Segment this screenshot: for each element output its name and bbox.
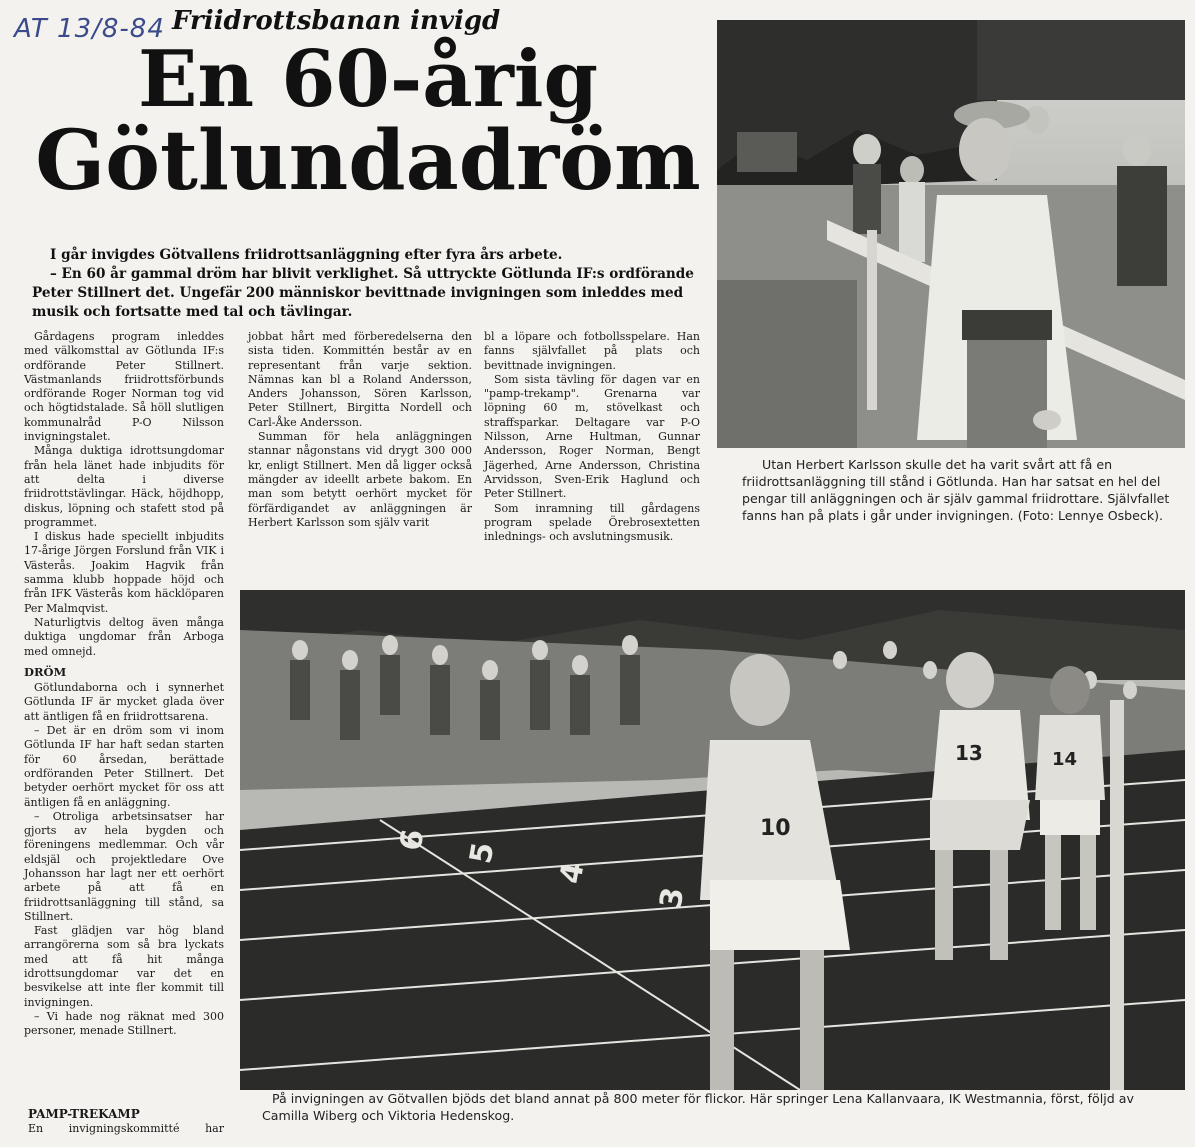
line-word: En <box>28 1122 44 1135</box>
ingress-paragraph: – En 60 år gammal dröm har blivit verklighet. Så uttryckte Götlunda IF:s ordförande Peter Stillnert det. Ungefär 200 människor bevittnade invigningen som inleddes med musik och fortsatte med tal och tävlingar. <box>32 266 694 320</box>
bib-number: 10 <box>760 816 791 841</box>
line-word: har <box>205 1122 224 1135</box>
lane-number: 3 <box>653 884 692 912</box>
article-column-1 <box>24 330 224 1039</box>
body-paragraph: Som sista tävling för dagen var en "pamp-trekamp". Grenarna var löpning 60 m, stövelkast och straffsparkar. Deltagare var P-O Nilsson, Arne Hultman, Gunnar Andersson, Roger Norman, Bengt Jägerhed, Arne Andersson, Christina Arvidsson, Sven-Erik Haglund och Peter Stillnert. <box>484 372 700 501</box>
body-paragraph: Fast glädjen var hög bland arrangörerna som så bra lyckats med att få hit många idrottsungdomar var det en besvikelse att inte fler kommit till invigningen. <box>24 924 224 1009</box>
article-ingress <box>32 246 707 322</box>
bib-number: 14 <box>1052 749 1078 770</box>
subhead-drom: DRÖM <box>24 664 67 679</box>
body-paragraph: Naturligtvis deltog även många duktiga ungdomar från Arboga med omnejd. <box>24 615 224 658</box>
article-column-2 <box>248 330 472 530</box>
body-paragraph: Gårdagens program inleddes med välkomsttal av Götlunda IF:s ordförande Peter Stillnert. Västmanlands friidrottsförbunds ordförande Roger Norman tog vid och högtidstalade. Så höll slutligen kommunalråd P-O Nilsson invigningstalet. <box>24 330 224 444</box>
photo-image <box>240 590 1185 1090</box>
photo-caption-2: På invigningen av Götvallen bjöds det bland annat på 800 meter för flickor. Här springer Lena Kallanvaara, IK Westmannia, först, följd av Camilla Wiberg och Viktoria Hedenskog. <box>262 1091 1134 1123</box>
photo-herbert-karlsson <box>717 20 1185 448</box>
photo-caption-1: Utan Herbert Karlsson skulle det ha varit svårt att få en friidrottsanläggning till stånd i Götlunda. Han har satsat en hel del pengar till anläggningen och är själv gammal friidrottare. Självfallet fanns han på plats i går under invigningen. (Foto: Lennye Osbeck). <box>742 457 1170 523</box>
body-paragraph: jobbat hårt med förberedelserna den sista tiden. Kommittén består av en representant från varje sektion. Nämnas kan bl a Roland Andersson, Anders Johansson, Sören Karlsson, Peter Stillnert, Birgitta Nordell och Carl-Åke Andersson. <box>248 330 472 429</box>
ingress-paragraph: I går invigdes Götvallens friidrottsanläggning efter fyra års arbete. <box>50 247 563 263</box>
article-kicker: Friidrottsbanan invigd <box>172 6 501 36</box>
body-paragraph: Många duktiga idrottsungdomar från hela länet hade inbjudits för att delta i diverse friidrottstävlingar. Häck, höjdhopp, diskus, löpning och stafett stod på programmet. <box>24 444 224 529</box>
body-paragraph: – Otroliga arbetsinsatser har gjorts av hela bygden och föreningens medlemmar. Och vår eldsjäl och projektledare Ove Johansson har lagt ner ett oerhört arbete på att få en friidrottsanläggning till stånd, sa Stillnert. <box>24 809 224 923</box>
lane-number: 4 <box>553 859 592 887</box>
body-paragraph: Som inramning till gårdagens program spelade Örebrosextetten inlednings- och avslutningsmusik. <box>484 501 700 544</box>
body-paragraph: – Vi hade nog räknat med 300 personer, menade Stillnert. <box>24 1009 224 1038</box>
body-paragraph: Summan för hela anläggningen stannar någonstans vid drygt 300 000 kr, enligt Stillnert. Men då ligger också mängder av ideellt arbete bakom. En man som betytt oerhört mycket för förfärdigandet av anläggningen är Herbert Karlsson som själv varit <box>248 430 472 529</box>
bib-number: 13 <box>955 741 983 765</box>
subhead-pamp-trekamp: PAMP-TREKAMP <box>28 1107 140 1121</box>
lane-number: 6 <box>393 826 432 854</box>
body-paragraph: – Det är en dröm som vi inom Götlunda IF har haft sedan starten för 60 årsedan, berättade ordföranden Peter Stillnert. Det betyder oerhört mycket för oss att äntligen få en anläggning. <box>24 724 224 809</box>
photo-800m-race <box>240 590 1185 1090</box>
body-paragraph: I diskus hade speciellt inbjudits 17-årige Jörgen Forslund från VIK i Västerås. Joakim Hagvik från samma klubb hoppade höjd och från IFK Västerås kom häcklöparen Per Malmqvist. <box>24 530 224 615</box>
article-column-3 <box>484 330 700 544</box>
article-headline <box>18 34 718 209</box>
continued-line <box>28 1122 224 1135</box>
body-paragraph: bl a löpare och fotbollsspelare. Han fanns självfallet på plats och bevittnade invigningen. <box>484 330 700 372</box>
line-word: invigningskommitté <box>68 1122 180 1135</box>
body-paragraph: Götlundaborna och i synnerhet Götlunda IF är mycket glada över att äntligen få en friidrottsarena. <box>24 681 224 723</box>
handwritten-date-stamp: AT 13/8-84 <box>14 14 165 44</box>
headline-line-2: Götlundadröm <box>35 112 701 209</box>
photo-image <box>717 20 1185 448</box>
lane-number: 5 <box>463 839 502 867</box>
headline-line-1: En 60-årig <box>137 34 599 125</box>
